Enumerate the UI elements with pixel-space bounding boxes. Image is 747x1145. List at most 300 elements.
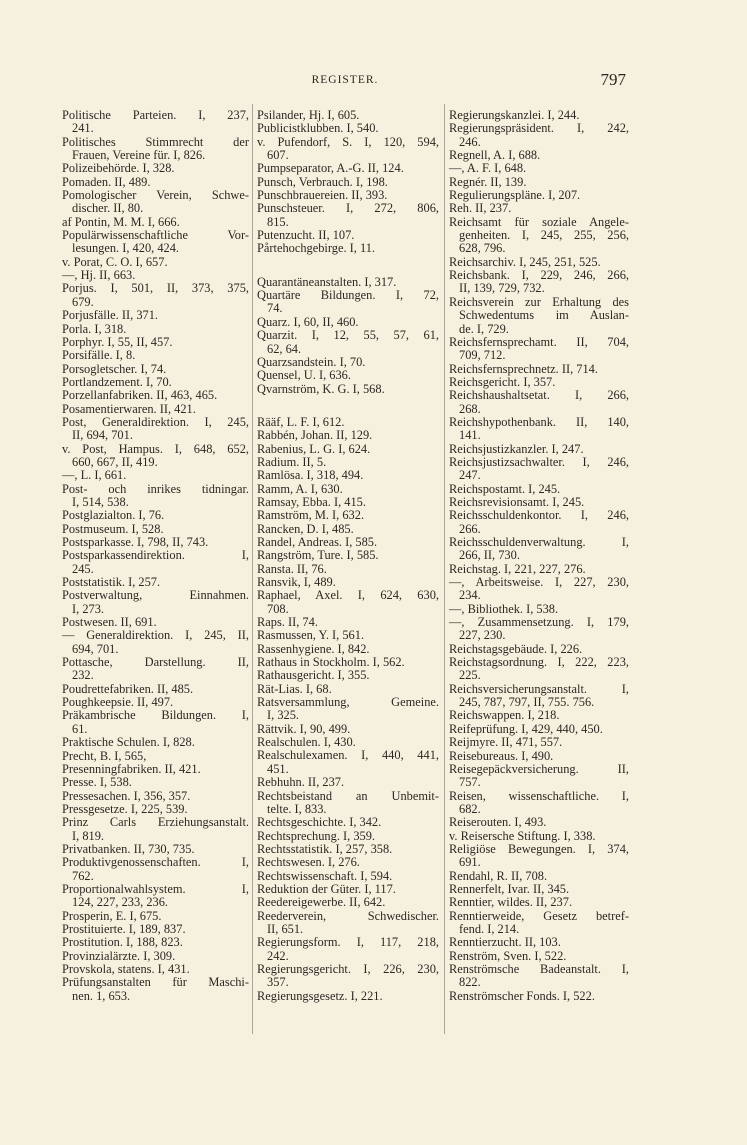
entry-line: Rechtswissenschaft. I, 594. [257,868,393,883]
entry-line: Prostituierte. I, 189, 837. [62,921,186,936]
index-entry [62,363,249,376]
entry-line: Reichsfernsprechamt. II, 704, [449,334,629,349]
entry-line: Reederverein, Schwedischer. [257,908,439,923]
index-entry [62,376,249,389]
index-entry [449,216,629,256]
index-entry [449,296,629,336]
entry-line: Renströmscher Fonds. I, 522. [449,988,595,1003]
entry-line: Porsogletscher. I, 74. [62,361,167,376]
entry-line: Postglazialton. I, 76. [62,508,165,523]
index-entry [62,709,249,736]
index-entry [257,736,439,749]
index-entry [449,790,629,817]
entry-line: Quarzit. I, 12, 55, 57, 61, [257,328,439,343]
index-entry [62,216,249,229]
index-entry [257,483,439,496]
entry-line: Rättvik. I, 90, 499. [257,721,351,736]
index-entry [257,276,439,289]
entry-line: Quarz. I, 60, II, 460. [257,314,359,329]
entry-continuation-line: lesungen. I, 420, 424. [72,241,180,256]
index-entry [449,603,629,616]
index-entry [257,383,439,396]
index-entry [257,549,439,562]
index-entry [449,536,629,563]
entry-line: Reduktion der Güter. I, 117. [257,881,396,896]
entry-line: —, A. F. I, 648. [449,161,527,176]
entry-continuation-line: fend. I, 214. [459,921,520,936]
entry-line: Provskola, statens. I, 431. [62,962,190,976]
entry-line: Posamentierwaren. II, 421. [62,401,196,416]
entry-line: Rancken, D. I, 485. [257,521,354,536]
entry-line: Reichsfernsprechnetz. II, 714. [449,361,598,376]
entry-continuation-line: 62, 64. [267,341,302,356]
entry-line: Porzellanfabriken. II, 463, 465. [62,388,218,403]
entry-line: v. Porat, C. O. I, 657. [62,254,168,269]
index-entry [62,589,249,616]
index-entry [449,202,629,215]
index-entry [449,763,629,790]
entry-continuation-line: telte. I, 833. [267,801,327,816]
entry-line: Reifeprüfung. I, 429, 440, 450. [449,721,603,736]
index-entry [257,189,439,202]
index-entry [257,936,439,963]
index-entry [449,870,629,883]
index-entry [449,496,629,509]
entry-line: Politisches Stimmrecht der [62,134,249,149]
index-entry [257,443,439,456]
entry-line: Regierungskanzlei. I, 244. [449,108,580,122]
index-entry [257,429,439,442]
index-entry [62,976,249,1003]
index-entry [62,950,249,963]
entry-continuation-line: II, 651. [267,921,304,936]
entry-line: Reichstagsgebäude. I, 226. [449,641,583,656]
index-entry [62,509,249,522]
index-entry [449,656,629,683]
entry-line: Poughkeepsie. II, 497. [62,695,174,710]
entry-line: Rathaus in Stockholm. I, 562. [257,655,405,670]
entry-line: Reichsamt für soziale Angele- [449,214,629,229]
entry-line: Post, Generaldirektion. I, 245, [62,414,249,429]
entry-line: Qvarnström, K. G. I, 568. [257,381,385,396]
entry-line: Realschulexamen. I, 440, 441, [257,748,439,763]
running-header: REGISTER. [311,74,379,86]
index-column-3 [449,109,629,1003]
entry-line: af Pontin, M. M. I, 666. [62,214,180,229]
entry-continuation-line: 815. [267,214,289,229]
entry-line: Rendahl, R. II, 708. [449,868,548,883]
index-section [257,276,439,396]
entry-line: Regierungsgericht. I, 226, 230, [257,961,439,976]
index-section [257,109,439,256]
index-entry [449,736,629,749]
index-entry [449,750,629,763]
entry-line: Renströmsche Badeanstalt. I, [449,962,629,976]
entry-line: v. Reisersche Stiftung. I, 338. [449,828,596,843]
index-section [62,109,249,1003]
entry-line: Publicistklubben. I, 540. [257,121,379,136]
entry-continuation-line: 234. [459,588,481,603]
entry-line: Proportionalwahlsystem. I, [62,881,249,896]
entry-continuation-line: 245. [72,561,94,576]
index-entry [62,403,249,416]
index-entry [62,469,249,482]
entry-line: Renntier, wildes. II, 237. [449,895,573,910]
entry-line: Regierungsform. I, 117, 218, [257,935,439,950]
index-entry [62,336,249,349]
entry-continuation-line: 682. [459,801,481,816]
index-entry [62,936,249,949]
entry-line: Quarantäneanstalten. I, 317. [257,274,397,289]
entry-line: Rechtsstatistik. I, 257, 358. [257,841,393,856]
entry-line: Ramström, M. I, 632. [257,508,365,523]
entry-line: Reichsbank. I, 229, 246, 266, [449,268,629,283]
entry-continuation-line: 660, 667, II, 419. [72,454,158,469]
entry-continuation-line: 61. [72,721,88,736]
entry-line: Ramm, A. I, 630. [257,481,343,496]
index-entry [449,576,629,603]
index-entry [62,136,249,163]
index-entry [257,856,439,869]
entry-line: —, Hj. II, 663. [62,268,136,283]
index-entry [449,563,629,576]
index-entry [449,509,629,536]
entry-line: Rääf, L. F. I, 612. [257,414,345,429]
entry-line: Reichsversicherungsanstalt. I, [449,681,629,696]
entry-line: Rechtswesen. I, 276. [257,855,360,870]
entry-line: Religiöse Bewegungen. I, 374, [449,841,629,856]
index-entry [62,923,249,936]
index-entry [62,656,249,683]
index-entry [62,483,249,510]
entry-line: Pumpseparator, A.-G. II, 124. [257,161,404,176]
index-entry [449,643,629,656]
index-entry [257,176,439,189]
column-divider [252,104,253,1034]
entry-line: Reichsverein zur Erhaltung des [449,294,629,309]
entry-continuation-line: Schwedentums im Auslan- [459,308,629,323]
index-entry [257,963,439,990]
entry-line: Politische Parteien. I, 237, [62,108,249,122]
index-entry [449,616,629,643]
entry-line: Punschsteuer. I, 272, 806, [257,201,439,216]
index-entry [62,416,249,443]
index-entry [257,563,439,576]
index-entry [62,843,249,856]
index-entry [449,883,629,896]
index-entry [257,202,439,229]
entry-line: Reiserouten. I, 493. [449,815,547,830]
entry-line: Präkambrische Bildungen. I, [62,708,249,723]
entry-continuation-line: 451. [267,761,289,776]
index-entry [449,336,629,363]
entry-continuation-line: II, 139, 729, 732. [459,281,545,296]
entry-continuation-line: 266. [459,521,481,536]
index-entry [449,950,629,963]
index-entry [62,269,249,282]
index-entry [257,289,439,316]
entry-line: Reichsjustizkanzler. I, 247. [449,441,584,456]
entry-line: Regnell, A. I, 688. [449,148,541,163]
entry-continuation-line: 266, II, 730. [459,548,520,563]
entry-continuation-line: 246. [459,134,481,149]
entry-line: Rangström, Ture. I, 585. [257,548,379,563]
index-entry [449,896,629,909]
entry-line: Reisebureaus. I, 490. [449,748,554,763]
entry-line: Quartäre Bildungen. I, 72, [257,288,439,303]
entry-line: Reisegepäckversicherung. II, [449,761,629,776]
entry-line: Ratsversammlung, Gemeine. [257,695,439,710]
index-entry [62,389,249,402]
entry-continuation-line: 247. [459,468,481,483]
entry-line: Regierungsgesetz. I, 221. [257,988,383,1003]
index-entry [62,189,249,216]
index-entry [449,389,629,416]
entry-line: Reichsschuldenverwaltung. I, [449,535,629,549]
entry-line: Presse. I, 538. [62,775,132,790]
index-entry [449,176,629,189]
entry-line: Portlandzement. I, 70. [62,374,172,389]
index-entry [257,316,439,329]
entry-line: Renntierzucht. II, 103. [449,935,561,950]
index-column-1 [62,109,249,1003]
index-entry [62,309,249,322]
index-entry [257,870,439,883]
index-entry [257,229,439,242]
entry-line: —, L. I, 661. [62,468,127,483]
entry-line: Putenzucht. II, 107. [257,228,355,243]
index-entry [62,776,249,789]
entry-continuation-line: de. I, 729. [459,321,509,336]
entry-continuation-line: 241. [72,121,94,136]
entry-continuation-line: 227, 230. [459,628,506,643]
entry-line: Reijmyre. II, 471, 557. [449,735,563,750]
entry-continuation-line: 124, 227, 233, 236. [72,895,169,910]
entry-line: Regnér. II, 139. [449,174,527,189]
entry-line: Rabenius, L. G. I, 624. [257,441,371,456]
entry-continuation-line: I, 819. [72,828,105,843]
entry-continuation-line: 225. [459,668,481,683]
index-entry [62,229,249,256]
index-entry [449,456,629,483]
index-entry [449,990,629,1003]
index-entry [62,763,249,776]
index-entry [62,856,249,883]
entry-continuation-line: 762. [72,868,94,883]
index-entry [449,483,629,496]
index-entry [62,963,249,976]
entry-line: Randel, Andreas. I, 585. [257,534,378,549]
index-entry [257,469,439,482]
index-entry [257,122,439,135]
index-entry [257,843,439,856]
entry-continuation-line: 141. [459,428,481,443]
index-entry [449,189,629,202]
entry-line: Prinz Carls Erziehungsanstalt. [62,815,249,830]
entry-line: Reichswappen. I, 218. [449,708,560,723]
index-entry [62,549,249,576]
entry-line: Porphyr. I, 55, II, 457. [62,334,173,349]
index-entry [449,723,629,736]
entry-continuation-line: 268. [459,401,481,416]
index-entry [257,536,439,549]
entry-continuation-line: genheiten. I, 245, 255, 256, [459,228,629,243]
index-entry [257,369,439,382]
entry-line: Rasmussen, Y. I, 561. [257,628,365,643]
entry-continuation-line: nen. 1, 653. [72,988,131,1003]
column-divider [444,104,445,1034]
entry-line: Prüfungsanstalten für Maschi- [62,975,249,990]
entry-line: Quensel, U. I, 636. [257,368,351,383]
entry-line: Reichsrevisionsamt. I, 245. [449,494,585,509]
entry-line: — Generaldirektion. I, 245, II, [62,628,249,643]
entry-continuation-line: I, 273. [72,601,105,616]
index-entry [62,683,249,696]
entry-line: Punsch, Verbrauch. I, 198. [257,174,388,189]
index-entry [449,843,629,870]
entry-line: —, Zusammensetzung. I, 179, [449,615,629,630]
entry-line: Produktivgenossenschaften. I, [62,855,249,870]
entry-line: Reichsjustizsachwalter. I, 246, [449,454,629,469]
entry-line: Poudrettefabriken. II, 485. [62,681,194,696]
entry-continuation-line: 357. [267,975,289,990]
index-entry [257,656,439,669]
index-entry [257,242,439,255]
index-entry [257,669,439,682]
entry-line: Privatbanken. II, 730, 735. [62,841,195,856]
index-entry [449,256,629,269]
entry-line: Rechtsprechung. I, 359. [257,828,376,843]
entry-continuation-line: 691. [459,855,481,870]
page-number: 797 [600,70,626,89]
index-entry [257,629,439,642]
index-entry [257,509,439,522]
entry-line: Punschbrauereien. II, 393. [257,188,388,203]
entry-line: Rassenhygiene. I, 842. [257,641,370,656]
entry-line: Rechtsgeschichte. I, 342. [257,815,382,830]
index-entry [257,990,439,1003]
entry-line: Regulierungspläne. I, 207. [449,188,581,203]
entry-line: Pressesachen. I, 356, 357. [62,788,191,803]
index-entry [449,376,629,389]
entry-line: Rät-Lias. I, 68. [257,681,332,696]
index-entry [449,830,629,843]
index-entry [62,790,249,803]
entry-line: Pomologischer Verein, Schwe- [62,188,249,203]
entry-line: Quarzsandstein. I, 70. [257,354,366,369]
index-entry [62,816,249,843]
entry-line: Reisen, wissenschaftliche. I, [449,788,629,803]
entry-line: Reichsarchiv. I, 245, 251, 525. [449,254,601,269]
index-entry [257,162,439,175]
index-entry [62,803,249,816]
index-entry [257,749,439,776]
index-entry [62,323,249,336]
entry-line: Reichstag. I, 221, 227, 276. [449,561,586,576]
entry-line: Pomaden. II, 489. [62,174,151,189]
index-entry [62,256,249,269]
index-entry [257,776,439,789]
entry-line: Postwesen. II, 691. [62,615,157,630]
index-entry [449,149,629,162]
index-entry [62,162,249,175]
index-entry [62,109,249,136]
entry-line: Reichshypothenbank. II, 140, [449,414,629,429]
entry-line: Realschulen. I, 430. [257,735,356,750]
entry-line: Reichspostamt. I, 245. [449,481,561,496]
index-entry [62,616,249,629]
entry-continuation-line: discher. II, 80. [72,201,144,216]
entry-line: —, Arbeitsweise. I, 227, 230, [449,575,629,590]
entry-line: Reh. II, 237. [449,201,512,216]
entry-line: Reichshaushaltsetat. I, 266, [449,388,629,403]
entry-line: Rebhuhn. II, 237. [257,775,345,790]
entry-line: Ramsay, Ebba. I, 415. [257,494,366,509]
entry-line: Prosperin, E. I, 675. [62,908,162,923]
entry-line: Porla. I, 318. [62,321,127,336]
entry-continuation-line: II, 694, 701. [72,428,133,443]
index-entry [62,443,249,470]
index-entry [257,523,439,536]
index-section [449,109,629,1003]
entry-line: —, Bibliothek. I, 538. [449,601,559,616]
entry-line: Reedereigewerbe. II, 642. [257,895,386,910]
entry-line: Postsparkasse. I, 798, II, 743. [62,535,209,549]
entry-line: Rathausgericht. I, 355. [257,668,370,683]
entry-line: Post- och inrikes tidningar. [62,481,249,496]
entry-line: Pressgesetze. I, 225, 539. [62,801,188,816]
entry-line: Prostitution. I, 188, 823. [62,935,183,950]
entry-continuation-line: 628, 796. [459,241,506,256]
index-entry [449,122,629,149]
entry-line: Ransvik, I, 489. [257,575,336,589]
entry-line: Precht, B. I, 565, [62,748,147,763]
entry-continuation-line: 822. [459,975,481,990]
index-entry [449,683,629,710]
entry-line: Polizeibehörde. I, 328. [62,161,175,176]
index-entry [449,162,629,175]
index-entry [257,683,439,696]
index-entry [257,136,439,163]
index-entry [62,523,249,536]
entry-line: Porjus. I, 501, II, 373, 375, [62,281,249,296]
index-entry [257,910,439,937]
index-entry [62,176,249,189]
entry-line: Raphael, Axel. I, 624, 630, [257,588,439,603]
entry-continuation-line: 709, 712. [459,348,506,363]
entry-line: Postverwaltung, Einnahmen. [62,588,249,603]
index-entry [257,643,439,656]
index-entry [257,790,439,817]
index-entry [257,830,439,843]
entry-line: Psilander, Hj. I, 605. [257,108,360,122]
index-entry [257,456,439,469]
entry-line: Renntierweide, Gesetz betref- [449,908,629,923]
entry-continuation-line: Frauen, Vereine für. I, 826. [72,148,206,163]
index-entry [257,496,439,509]
index-entry [62,629,249,656]
index-entry [257,589,439,616]
entry-line: Postsparkassendirektion. I, [62,548,249,563]
index-entry [257,816,439,829]
entry-line: v. Pufendorf, S. I, 120, 594, [257,134,439,149]
entry-line: Radium. II, 5. [257,454,327,469]
index-entry [257,329,439,356]
index-entry [62,536,249,549]
index-entry [62,696,249,709]
entry-line: Ransta. II, 76. [257,561,327,576]
entry-line: Reichsgericht. I, 357. [449,374,556,389]
